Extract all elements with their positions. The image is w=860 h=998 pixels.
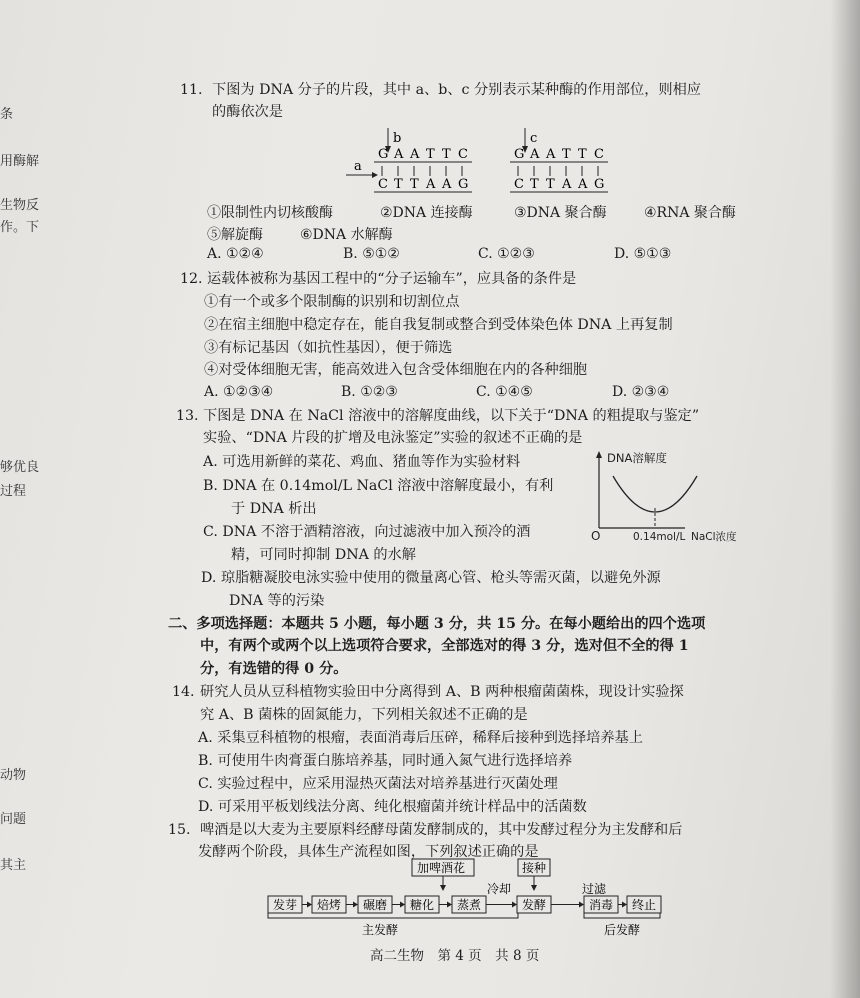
choice-a[interactable]: A. ①②③④ [204,384,274,400]
add-hops-label: 加啤酒花 [417,861,466,875]
flow-step-label: 发酵 [522,898,547,912]
flow-step-label: 消毒 [589,898,614,912]
x-mark-label: 0.14mol/L [633,531,686,543]
margin-fragment: 过程 [0,484,27,499]
flow-arrowhead [400,902,405,908]
flow-arrowhead [579,902,584,908]
margin-fragment: 生物反 [0,198,40,213]
enzyme-option: ①限制性内切核酸酶 [207,205,333,221]
question-number: 15. [168,822,191,838]
choice-b[interactable]: B. 可使用牛肉膏蛋白胨培养基，同时通入氮气进行选择培养 [198,753,573,769]
flow-step-label: 焙烤 [317,898,342,912]
base-letter: A [442,177,452,192]
enzyme-option: ④RNA 聚合酶 [644,205,736,221]
choice-c[interactable]: C. DNA 不溶于酒精溶液，向过滤液中加入预冷的酒 [203,524,531,540]
question-text: 的酶依次是 [212,104,283,120]
flow-step-label: 碾磨 [363,898,388,912]
label-a: a [354,159,362,174]
enzyme-option: ⑤解旋酶 [207,227,263,243]
enzyme-option: ②DNA 连接酶 [380,205,473,221]
question-number: 13. [176,408,199,424]
choice-c[interactable]: C. ①④⑤ [476,384,533,400]
choice-c[interactable]: C. 实验过程中，应采用湿热灭菌法对培养基进行灭菌处理 [198,776,558,792]
condition-item: ③有标记基因（如抗性基因），便于筛选 [204,340,453,356]
choice-c-cont: 精，可同时抑制 DNA 的水解 [231,547,416,563]
choice-b-cont: 于 DNA 析出 [231,501,317,517]
label-c: c [530,131,538,146]
base-letter: T [426,147,435,162]
flow-step-label: 发芽 [273,898,298,912]
filter-label: 过滤 [582,882,607,896]
choice-a[interactable]: A. ①②④ [207,246,264,262]
condition-item: ②在宿主细胞中稳定存在，能自我复制或整合到受体染色体 DNA 上再复制 [204,317,673,333]
condition-item: ①有一个或多个限制酶的识别和切割位点 [204,294,460,310]
choice-a[interactable]: A. 可选用新鲜的菜花、鸡血、猪血等作为实验材料 [203,454,521,470]
base-letter: G [514,147,525,162]
base-letter: T [546,177,555,192]
base-letter: T [410,177,419,192]
base-letter: T [442,147,451,162]
question-text: 实验、“DNA 片段的扩增及电泳鉴定”实验的叙述不正确的是 [203,430,583,446]
choice-d[interactable]: D. 琼脂糖凝胶电泳实验中使用的微量离心管、枪头等需灭菌，以避免外源 [201,570,661,586]
x-axis-label: NaCl浓度 [691,531,737,543]
margin-fragment: 问题 [0,812,27,827]
page-edge-shadow [830,0,860,998]
post-ferment-label: 后发酵 [604,923,641,937]
margin-fragment: 其主 [0,858,27,873]
base-letter: A [562,177,572,192]
margin-fragment: 动物 [0,768,27,783]
choice-c[interactable]: C. ①②③ [478,246,535,262]
margin-fragment: 够优良 [0,460,40,475]
dna-strand-right [510,147,608,192]
base-letter: T [578,147,587,162]
choice-d[interactable]: D. 可采用平板划线法分离、纯化根瘤菌并统计样品中的活菌数 [198,799,587,815]
flow-step-label: 蒸煮 [457,898,482,912]
margin-fragment: 条 [0,107,14,122]
section-instructions: 分，有选错的得 0 分。 [200,661,348,677]
choice-b[interactable]: B. ⑤①② [343,246,400,262]
margin-fragment: 作。下 [0,220,40,235]
question-text: 啤酒是以大麦为主要原料经酵母菌发酵制成的，其中发酵过程分为主发酵和后 [200,822,683,838]
flow-arrowhead [512,902,517,908]
flow-arrowhead [447,902,452,908]
question-text: 下图是 DNA 在 NaCl 溶液中的溶解度曲线，以下关于“DNA 的粗提取与鉴定” [203,408,700,424]
enzyme-option: ③DNA 聚合酶 [514,205,607,221]
base-letter: T [394,177,403,192]
cool-label: 冷却 [487,882,512,896]
beer-process-flowchart [262,858,682,938]
base-letter: G [378,147,389,162]
dna-strand-left [374,147,472,192]
base-letter: A [394,147,404,162]
choice-d-cont: DNA 等的污染 [229,593,325,609]
flow-steps [268,896,661,913]
base-letter: T [530,177,539,192]
base-letter: A [426,177,436,192]
base-letter: A [530,147,540,162]
base-letter: C [514,177,524,192]
dna-fragment-diagram [340,126,630,200]
choice-b[interactable]: B. ①②③ [341,384,398,400]
section-instructions: 中，有两个或两个以上选项符合要求，全部选对的得 3 分，选对但不全的得 1 [200,638,689,654]
main-ferment-label: 主发酵 [362,923,399,937]
section-heading: 二、多项选择题：本题共 5 小题，每小题 3 分，共 15 分。在每小题给出的四个选项 [168,616,706,632]
flow-arrowhead [353,902,358,908]
label-b: b [393,131,402,146]
choice-a[interactable]: A. 采集豆科植物的根瘤，表面消毒后压碎，稀释后接种到选择培养基上 [198,730,643,746]
flow-step-label: 终止 [632,898,657,912]
question-number: 12. [180,271,203,287]
base-letter: A [546,147,556,162]
choice-b[interactable]: B. DNA 在 0.14mol/L NaCl 溶液中溶解度最小，有利 [203,478,554,494]
question-number: 14. [172,684,195,700]
condition-item: ④对受体细胞无害，能高效进入包含受体细胞在内的各种细胞 [204,362,588,378]
inoculate-label: 接种 [522,861,547,875]
base-letter: C [378,177,388,192]
question-text: 下图为 DNA 分子的片段，其中 a、b、c 分别表示某种酶的作用部位，则相应 [212,82,701,98]
base-letter: G [458,177,469,192]
base-letter: G [594,177,605,192]
enzyme-option: ⑥DNA 水解酶 [300,227,393,243]
choice-d[interactable]: D. ⑤①③ [614,246,672,262]
choice-d[interactable]: D. ②③④ [612,384,670,400]
base-letter: C [458,147,468,162]
base-letter: C [594,147,604,162]
solubility-graph [585,448,750,544]
y-axis-label: DNA溶解度 [607,451,667,465]
base-letter: A [578,177,588,192]
flow-arrowhead [307,902,312,908]
margin-fragment: 用酶解 [0,154,40,169]
origin-label: O [591,529,601,543]
flow-step-label: 糖化 [410,898,435,912]
page-footer: 高二生物 第 4 页 共 8 页 [370,948,540,964]
question-number: 11. [180,82,203,98]
question-text: 研究人员从豆科植物实验田中分离得到 A、B 两种根瘤菌菌株，现设计实验探 [200,684,684,700]
question-text: 究 A、B 菌株的固氮能力，下列相关叙述不正确的是 [200,707,528,723]
base-letter: T [562,147,571,162]
question-text: 运载体被称为基因工程中的“分子运输车”，应具备的条件是 [207,271,577,287]
question-text: 发酵两个阶段，具体生产流程如图，下列叙述正确的是 [198,844,539,860]
flow-arrowhead [622,902,627,908]
base-letter: A [410,147,420,162]
